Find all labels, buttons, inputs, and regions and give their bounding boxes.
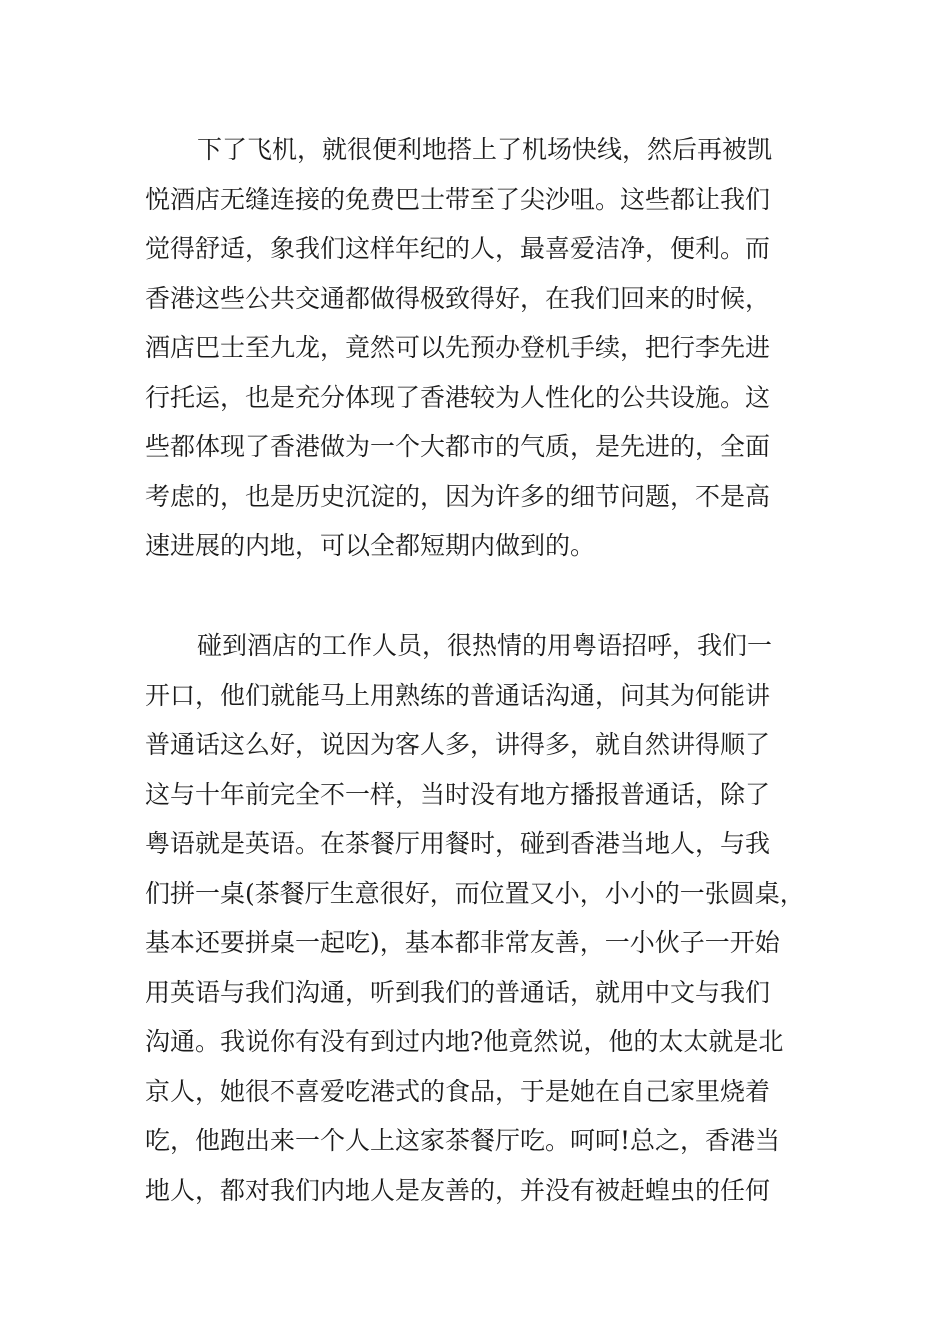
text-line: 速进展的内地，可以全都短期内做到的。 [145, 531, 596, 560]
text-line: 觉得舒适，象我们这样年纪的人，最喜爱洁净，便利。而 [145, 234, 771, 263]
text-line: 悦酒店无缝连接的免费巴士带至了尖沙咀。这些都让我们 [145, 184, 771, 214]
text-line: 酒店巴士至九龙，竟然可以先预办登机手续，把行李先进 [145, 333, 771, 362]
text-line: 香港这些公共交通都做得极致得好，在我们回来的时候， [145, 283, 771, 313]
text-line: 京人，她很不喜爱吃港式的食品，于是她在自己家里烧着 [145, 1076, 771, 1106]
text-line: 吃，他跑出来一个人上这家茶餐厅吃。呵呵!总之，香港当 [145, 1126, 781, 1155]
text-line: 沟通。我说你有没有到过内地?他竟然说，他的太太就是北 [145, 1027, 784, 1056]
text-line: 粤语就是英语。在茶餐厅用餐时，碰到香港当地人，与我 [145, 829, 771, 858]
text-line: 些都体现了香港做为一个大都市的气质，是先进的，全面 [145, 432, 771, 461]
text-line: 下了飞机，就很便利地搭上了机场快线，然后再被凯 [197, 135, 773, 164]
text-line: 地人，都对我们内地人是友善的，并没有被赶蝗虫的任何 [145, 1175, 771, 1205]
text-line: 开口，他们就能马上用熟练的普通话沟通，问其为何能讲 [145, 680, 771, 710]
text-line: 行托运，也是充分体现了香港较为人性化的公共设施。这 [145, 382, 771, 412]
text-line: 用英语与我们沟通，听到我们的普通话，就用中文与我们 [145, 977, 771, 1007]
text-line: 这与十年前完全不一样，当时没有地方播报普通话，除了 [145, 779, 771, 809]
text-line: 们拼一桌(茶餐厅生意很好，而位置又小，小小的一张圆桌， [145, 878, 805, 908]
text-line: 考虑的，也是历史沉淀的，因为许多的细节问题，不是高 [145, 481, 771, 511]
text-line: 普通话这么好，说因为客人多，讲得多，就自然讲得顺了 [145, 730, 771, 759]
text-line: 碰到酒店的工作人员，很热情的用粤语招呼，我们一 [197, 631, 773, 660]
text-line: 基本还要拼桌一起吃)，基本都非常友善，一小伙子一开始 [145, 928, 780, 957]
